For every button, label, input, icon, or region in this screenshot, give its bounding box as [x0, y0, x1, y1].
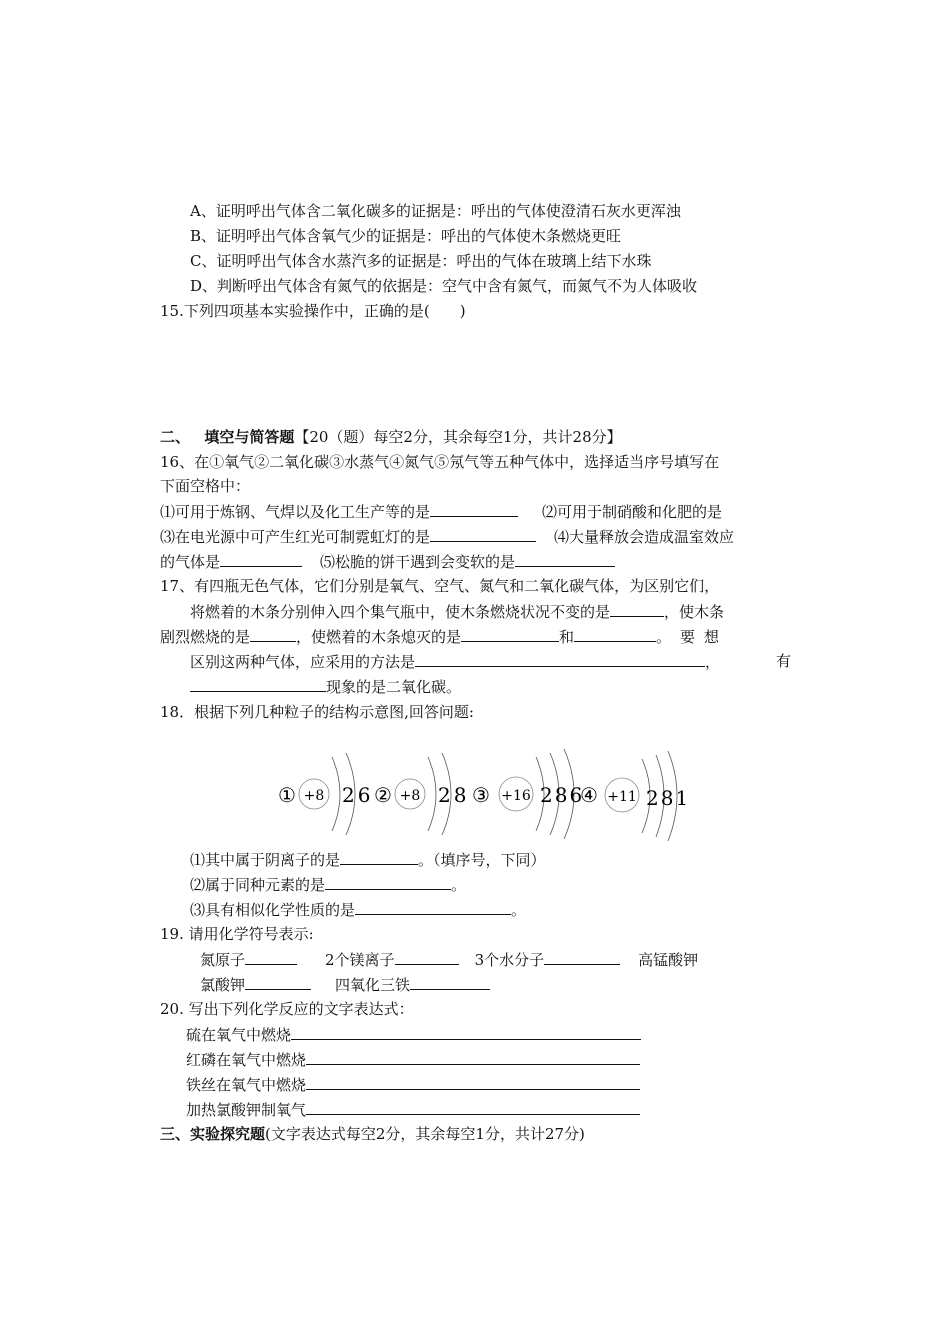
q17-line4 — [190, 651, 720, 672]
answer-blank[interactable] — [220, 551, 302, 567]
answer-blank[interactable] — [355, 899, 511, 915]
q17-l4a: 区别这两种气体，应采用的方法是 — [190, 653, 416, 671]
particle-label: ② — [374, 783, 392, 807]
particle-3 — [472, 749, 584, 839]
q17-line2 — [190, 601, 724, 622]
section2-title: 填空与简答题 — [204, 428, 295, 446]
q16-line2: 下面空格中： — [160, 477, 251, 495]
q18-s1-note: 。（填序号，下同） — [418, 851, 546, 869]
q14-option-b: B、证明呼出气体含氧气少的证据是：呼出的气体使木条燃烧更旺 — [190, 227, 622, 245]
answer-blank[interactable] — [306, 1074, 640, 1090]
answer-blank[interactable] — [306, 1049, 640, 1065]
q17-l3d: 。要想 — [656, 628, 729, 646]
electron-shell-arc — [332, 757, 340, 831]
q20-r2-text: 红磷在氧气中燃烧 — [186, 1051, 307, 1069]
q15-text: 15.下列四项基本实验操作中，正确的是( ) — [160, 302, 466, 320]
answer-blank[interactable] — [515, 551, 615, 567]
nucleus-charge: +8 — [303, 788, 325, 804]
answer-blank[interactable] — [340, 849, 418, 865]
nucleus-charge: +11 — [607, 789, 637, 805]
q17-line3 — [160, 626, 728, 647]
answer-blank[interactable] — [610, 601, 664, 617]
q16-part4b — [160, 551, 615, 572]
particle-4 — [580, 751, 690, 841]
answer-blank[interactable] — [190, 676, 326, 692]
q19-item6: 四氧化三铁 — [335, 976, 411, 994]
q19-row2 — [200, 974, 490, 995]
q19-row1 — [200, 949, 698, 970]
answer-blank[interactable] — [415, 651, 705, 667]
q20-r1-text: 硫在氧气中燃烧 — [186, 1026, 292, 1044]
q17-l2a: 将燃着的木条分别伸入四个集气瓶中，使木条燃烧状况不变的是 — [190, 603, 611, 621]
electron-numbers: 281 — [646, 786, 690, 810]
q14-option-c: C、证明呼出气体含水蒸汽多的证据是：呼出的气体在玻璃上结下水珠 — [190, 252, 652, 270]
q16-p2-text: ⑵可用于制硝酸和化肥的是 — [542, 503, 723, 521]
electron-shell-arc — [428, 757, 436, 831]
q17-line1: 17、有四瓶无色气体，它们分别是氧气、空气、氮气和二氧化碳气体，为区别它们， — [160, 577, 720, 595]
q17-l4b: ， — [705, 653, 721, 671]
nucleus-charge: +16 — [501, 788, 531, 804]
answer-blank[interactable] — [410, 974, 490, 990]
q17-l3c: 和 — [559, 628, 575, 646]
q16-p5-text: ⑸松脆的饼干遇到会变软的是 — [320, 553, 516, 571]
section3-heading — [160, 1124, 585, 1144]
q17-l2b: ，使木条 — [664, 603, 725, 621]
q17-line5 — [190, 676, 461, 697]
q20-title: 20. 写出下列化学反应的文字表达式： — [160, 1000, 414, 1018]
q20-r3-text: 铁丝在氧气中燃烧 — [186, 1076, 307, 1094]
q16-part1 — [160, 501, 722, 522]
q16-line1: 16、在①氧气②二氧化碳③水蒸气④氮气⑤氖气等五种气体中，选择适当序号填写在 — [160, 453, 720, 471]
answer-blank[interactable] — [245, 974, 311, 990]
q20-reaction3 — [186, 1074, 640, 1095]
q16-p4-text: ⑷大量释放会造成温室效应 — [554, 528, 735, 546]
q17-l5: 现象的是二氧化碳。 — [326, 678, 462, 696]
q16-part3 — [160, 526, 734, 547]
answer-blank[interactable] — [245, 949, 297, 965]
section2-note: 【20（题）每空2分，其余每空1分，共计28分】 — [294, 428, 622, 446]
q19-item5: 氯酸钾 — [200, 976, 246, 994]
particle-structure-diagram — [270, 745, 690, 845]
answer-blank[interactable] — [430, 526, 536, 542]
particle-label: ④ — [580, 783, 598, 807]
q18-sub2 — [190, 874, 466, 895]
q14-option-d: D、判断呼出气体含有氮气的依据是：空气中含有氮气，而氮气不为人体吸收 — [190, 277, 698, 295]
q18-s2-text: ⑵属于同种元素的是 — [190, 876, 326, 894]
particle-2 — [374, 753, 469, 835]
q14-option-a: A、证明呼出气体含二氧化碳多的证据是：呼出的气体使澄清石灰水更浑浊 — [190, 202, 681, 220]
q16-p1-text: ⑴可用于炼钢、气焊以及化工生产等的是 — [160, 503, 431, 521]
answer-blank[interactable] — [291, 1024, 641, 1040]
answer-blank[interactable] — [461, 626, 559, 642]
nucleus-charge: +8 — [399, 788, 421, 804]
particle-1 — [278, 753, 373, 835]
electron-numbers: 26 — [342, 783, 374, 807]
answer-blank[interactable] — [544, 949, 620, 965]
q19-item2: 2个镁离子 — [325, 951, 395, 969]
answer-blank[interactable] — [574, 626, 656, 642]
particle-label: ③ — [472, 783, 490, 807]
q20-reaction2 — [186, 1049, 640, 1070]
electron-numbers: 28 — [438, 783, 470, 807]
q19-title: 19. 请用化学符号表示: — [160, 925, 314, 943]
q18-s1-text: ⑴其中属于阴离子的是 — [190, 851, 341, 869]
section2-heading — [160, 427, 622, 447]
q18-sub1 — [190, 849, 546, 870]
answer-blank[interactable] — [395, 949, 459, 965]
answer-blank[interactable] — [250, 626, 296, 642]
answer-blank[interactable] — [325, 874, 451, 890]
q20-reaction4 — [186, 1099, 640, 1120]
q18-s2-end: 。 — [451, 876, 467, 894]
q18-s3-text: ⑶具有相似化学性质的是 — [190, 901, 356, 919]
q19-item3: 3个水分子 — [474, 951, 545, 969]
q18-s3-end: 。 — [511, 901, 527, 919]
q20-r4-text: 加热氯酸钾制氧气 — [186, 1101, 307, 1119]
q17-l3b: ，使燃着的木条熄灭的是 — [296, 628, 462, 646]
electron-numbers: 286 — [540, 783, 585, 807]
answer-blank[interactable] — [306, 1099, 640, 1115]
q16-p3-text: ⑶在电光源中可产生红光可制霓虹灯的是 — [160, 528, 431, 546]
q19-item4: 高锰酸钾 — [638, 951, 699, 969]
section2-number: 二、 — [160, 428, 191, 446]
section3-title: 三、实验探究题 — [160, 1125, 266, 1143]
q19-item1: 氮原子 — [200, 951, 246, 969]
q18-sub3 — [190, 899, 526, 920]
section3-note: (文字表达式每空2分，其余每空1分，共计27分) — [265, 1125, 585, 1143]
answer-blank[interactable] — [430, 501, 518, 517]
q17-l4c: 有 — [776, 652, 792, 670]
q17-l3a: 剧烈燃烧的是 — [160, 628, 251, 646]
particle-label: ① — [278, 783, 296, 807]
q16-p4b-text: 的气体是 — [160, 553, 221, 571]
q18-title: 18．根据下列几种粒子的结构示意图,回答问题: — [160, 703, 474, 721]
q20-reaction1 — [186, 1024, 641, 1045]
